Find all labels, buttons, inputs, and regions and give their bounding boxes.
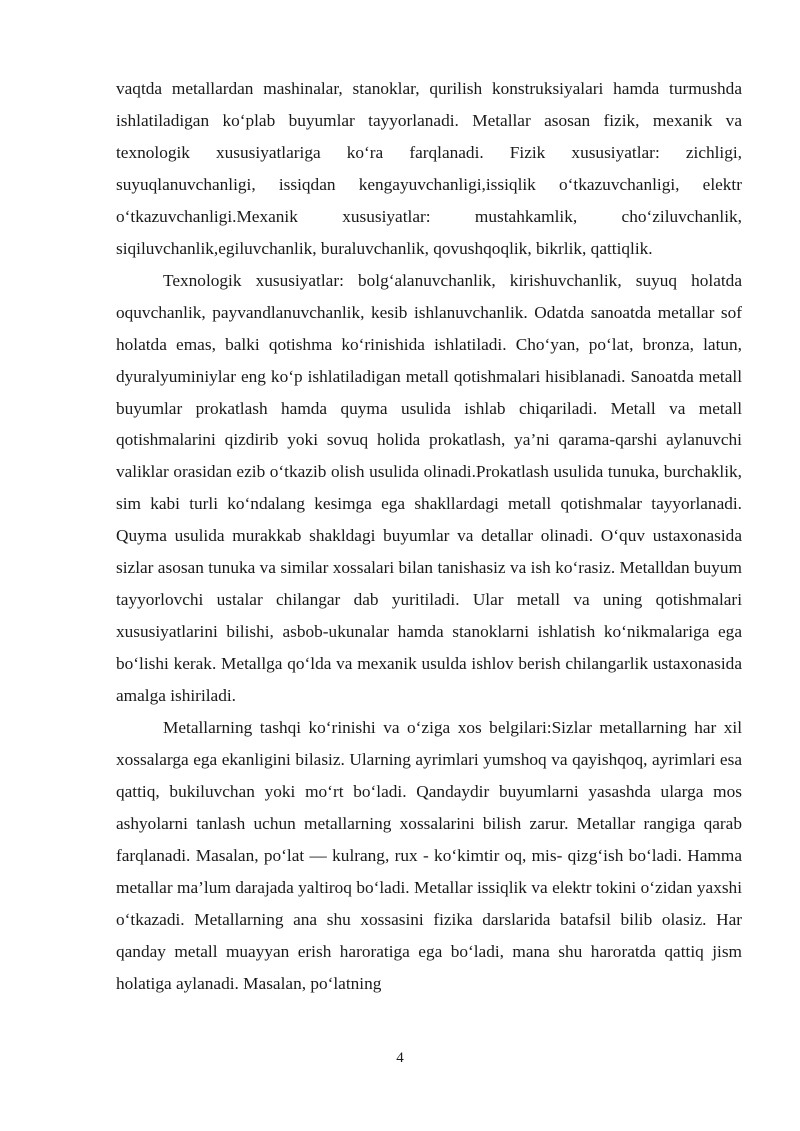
- paragraph-technological-properties: Texnologik xususiyatlar: bolg‘alanuvchanlik, kirishuvchanlik, suyuq holatda oquvchanlik, payvandlanuvchanlik, kesib ishlanuvchanlik. Odatda sanoatda metallar sof holatda emas, balki qotishma ko‘rinishida ishlatiladi. Cho‘yan, po‘lat, bronza, latun, dyuralyuminiylar eng ko‘p ishlatiladigan metall qotishmalari hisiblanadi. Sanoatda metall buyumlar prokatlash hamda quyma usulida ishlab chiqariladi. Metall va metall qotishmalarini qizdirib yoki sovuq holida prokatlash, ya’ni qarama-qarshi aylanuvchi valiklar orasidan ezib o‘tkazib olish usulida olinadi.Prokatlash usulida tunuka, burchaklik, sim kabi turli ko‘ndalang kesimga ega shakllardagi metall qotishmalar tayyorlanadi. Quyma usulida murakkab shakldagi buyumlar va detallar olinadi. O‘quv ustaxonasida sizlar asosan tunuka va similar xossalari bilan tanishasiz va ish ko‘rasiz. Metalldan buyum tayyorlovchi ustalar chilangar dab yuritiladi. Ular metall va uning qotishmalari xususiyatlarini bilishi, asbob-ukunalar hamda stanoklarni ishlatish ko‘nikmalariga ega bo‘lishi kerak. Metallga qo‘lda va mexanik usulda ishlov berish chilangarlik ustaxonasida amalga ishiriladi.: [116, 270, 742, 706]
- paragraph-continuation: vaqtda metallardan mashinalar, stanoklar, qurilish konstruksiyalari hamda turmushda ishlatiladigan ko‘plab buyumlar tayyorlanadi. Metallar asosan fizik, mexanik va texnologik xususiyatlariga ko‘ra farqlanadi. Fizik xususiyatlar: zichligi, suyuqlanuvchanligi, issiqdan kengayuvchanligi,issiqlik o‘tkazuvchanligi, elektr o‘tkazuvchanligi.Mexanik xususiyatlar: mustahkamlik, cho‘ziluvchanlik, siqiluvchanlik,egiluvchanlik, buraluvchanlik, qovushqoqlik, bikrlik, qattiqlik.: [116, 79, 742, 258]
- body-text: [116, 73, 742, 1000]
- page-number: 4: [396, 1050, 404, 1066]
- paragraph-metal-appearance: Metallarning tashqi ko‘rinishi va o‘ziga xos belgilari:Sizlar metallarning har xil xossalarga ega ekanligini bilasiz. Ularning ayrimlari yumshoq va qayishqoq, ayrimlari esa qattiq, bukiluvchan yoki mo‘rt bo‘ladi. Qandaydir buyumlarni yasashda ularga mos ashyolarni tanlash uchun metallarning xossalarini bilish zarur. Metallar rangiga qarab farqlanadi. Masalan, po‘lat — kulrang, rux - ko‘kimtir oq, mis- qizg‘ish bo‘ladi. Hamma metallar ma’lum darajada yaltiroq bo‘ladi. Metallar issiqlik va elektr tokini o‘zidan yaxshi o‘tkazadi. Metallarning ana shu xossasini fizika darslarida batafsil bilib olasiz. Har qanday metall muayyan erish haroratiga ega bo‘ladi, mana shu haroratda qattiq jism holatiga aylanadi. Masalan, po‘latning: [116, 718, 742, 993]
